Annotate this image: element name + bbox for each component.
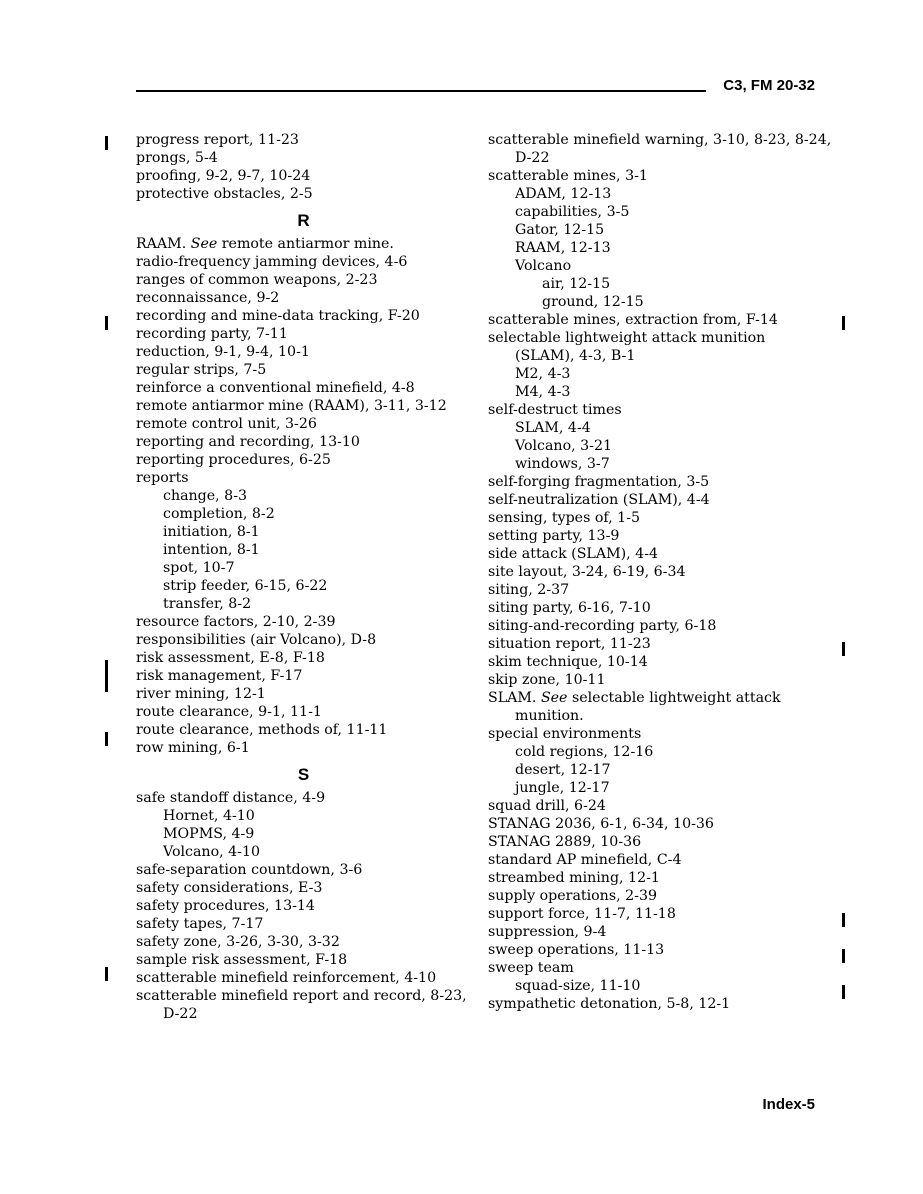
index-subentry: ADAM, 12-13 — [515, 186, 612, 202]
index-entry: self-neutralization (SLAM), 4-4 — [488, 492, 710, 508]
index-subentry: strip feeder, 6-15, 6-22 — [163, 578, 328, 594]
index-subentry: Volcano, 3-21 — [515, 438, 612, 454]
index-subentry: MOPMS, 4-9 — [163, 826, 255, 842]
index-subentry: cold regions, 12-16 — [515, 744, 654, 760]
index-entry: STANAG 2036, 6-1, 6-34, 10-36 — [488, 816, 714, 832]
index-subentry: M2, 4-3 — [515, 366, 571, 382]
change-bar — [842, 316, 845, 330]
index-subentry: transfer, 8-2 — [163, 596, 252, 612]
index-entry: risk assessment, E-8, F-18 — [136, 650, 325, 666]
index-entry: route clearance, 9-1, 11-1 — [136, 704, 322, 720]
page-number: Index-5 — [762, 1096, 815, 1113]
index-entry: recording and mine-data tracking, F-20 — [136, 308, 420, 324]
index-entry: reconnaissance, 9-2 — [136, 290, 280, 306]
index-entry: proofing, 9-2, 9-7, 10-24 — [136, 168, 311, 184]
index-section-letter: R — [297, 211, 310, 230]
index-entry: reduction, 9-1, 9-4, 10-1 — [136, 344, 310, 360]
index-subentry: windows, 3-7 — [515, 456, 610, 472]
index-subentry: SLAM, 4-4 — [515, 420, 591, 436]
change-bar — [842, 642, 845, 656]
index-entry: scatterable minefield warning, 3-10, 8-23, 8-24, — [488, 132, 832, 148]
index-entry: sweep operations, 11-13 — [488, 942, 665, 958]
index-entry: scatterable mines, extraction from, F-14 — [488, 312, 778, 328]
index-entry: safety zone, 3-26, 3-30, 3-32 — [136, 934, 340, 950]
index-subentry: munition. — [515, 708, 584, 724]
index-entry: route clearance, methods of, 11-11 — [136, 722, 388, 738]
index-subentry: intention, 8-1 — [163, 542, 260, 558]
index-entry: siting-and-recording party, 6-18 — [488, 618, 717, 634]
index-entry: skim technique, 10-14 — [488, 654, 648, 670]
index-entry: safe standoff distance, 4-9 — [136, 790, 326, 806]
index-entry: safety procedures, 13-14 — [136, 898, 315, 914]
index-entry: prongs, 5-4 — [136, 150, 218, 166]
index-entry: standard AP minefield, C-4 — [488, 852, 682, 868]
header-title: C3, FM 20-32 — [723, 77, 815, 94]
index-subentry: RAAM, 12-13 — [515, 240, 611, 256]
header-rule — [136, 90, 706, 92]
index-entry: siting party, 6-16, 7-10 — [488, 600, 651, 616]
index-entry: self-destruct times — [488, 402, 622, 418]
index-entry: resource factors, 2-10, 2-39 — [136, 614, 336, 630]
index-entry: reporting and recording, 13-10 — [136, 434, 360, 450]
index-entry: setting party, 13-9 — [488, 528, 620, 544]
index-entry: progress report, 11-23 — [136, 132, 299, 148]
index-entry: special environments — [488, 726, 642, 742]
index-entry: sweep team — [488, 960, 574, 976]
index-entry: RAAM. See remote antiarmor mine. — [136, 236, 394, 252]
index-subentry: Volcano, 4-10 — [163, 844, 260, 860]
index-entry: regular strips, 7-5 — [136, 362, 267, 378]
index-subentry: (SLAM), 4-3, B-1 — [515, 348, 636, 364]
index-entry: reinforce a conventional minefield, 4-8 — [136, 380, 415, 396]
index-entry: site layout, 3-24, 6-19, 6-34 — [488, 564, 686, 580]
index-entry: safety tapes, 7-17 — [136, 916, 264, 932]
index-subentry: spot, 10-7 — [163, 560, 235, 576]
index-entry: sensing, types of, 1-5 — [488, 510, 641, 526]
index-subentry: completion, 8-2 — [163, 506, 275, 522]
index-column-left — [136, 131, 471, 1023]
index-subentry: Volcano — [515, 258, 572, 274]
index-subentry: Gator, 12-15 — [515, 222, 605, 238]
index-entry: situation report, 11-23 — [488, 636, 651, 652]
index-subentry: change, 8-3 — [163, 488, 248, 504]
change-bar — [842, 913, 845, 927]
index-entry: side attack (SLAM), 4-4 — [488, 546, 659, 562]
index-entry: scatterable minefield reinforcement, 4-10 — [136, 970, 437, 986]
index-entry: sympathetic detonation, 5-8, 12-1 — [488, 996, 731, 1012]
index-subentry: air, 12-15 — [542, 276, 611, 292]
index-entry: scatterable minefield report and record, 8-23, — [136, 988, 467, 1004]
index-subentry: desert, 12-17 — [515, 762, 611, 778]
index-entry: scatterable mines, 3-1 — [488, 168, 648, 184]
change-bar — [105, 967, 108, 981]
index-entry: recording party, 7-11 — [136, 326, 288, 342]
index-entry: safety considerations, E-3 — [136, 880, 323, 896]
index-entry: selectable lightweight attack munition — [488, 330, 766, 346]
index-subentry: capabilities, 3-5 — [515, 204, 630, 220]
index-entry: streambed mining, 12-1 — [488, 870, 660, 886]
index-entry: support force, 11-7, 11-18 — [488, 906, 676, 922]
index-subentry: D-22 — [163, 1006, 198, 1022]
index-entry: reporting procedures, 6-25 — [136, 452, 331, 468]
index-subentry: squad-size, 11-10 — [515, 978, 641, 994]
index-entry: squad drill, 6-24 — [488, 798, 606, 814]
index-entry: row mining, 6-1 — [136, 740, 250, 756]
index-column-right — [488, 131, 833, 1013]
index-subentry: M4, 4-3 — [515, 384, 571, 400]
index-entry: self-forging fragmentation, 3-5 — [488, 474, 710, 490]
index-subentry: Hornet, 4-10 — [163, 808, 255, 824]
index-subentry: ground, 12-15 — [542, 294, 644, 310]
index-entry: siting, 2-37 — [488, 582, 570, 598]
index-entry: remote antiarmor mine (RAAM), 3-11, 3-12 — [136, 398, 447, 414]
index-entry: STANAG 2889, 10-36 — [488, 834, 642, 850]
index-entry: ranges of common weapons, 2-23 — [136, 272, 378, 288]
change-bar — [842, 949, 845, 963]
change-bar — [105, 732, 108, 746]
index-entry: radio-frequency jamming devices, 4-6 — [136, 254, 408, 270]
index-entry: skip zone, 10-11 — [488, 672, 606, 688]
index-entry: supply operations, 2-39 — [488, 888, 657, 904]
index-section-letter: S — [297, 765, 310, 784]
index-entry: responsibilities (air Volcano), D-8 — [136, 632, 377, 648]
change-bar — [105, 660, 108, 692]
index-subentry: jungle, 12-17 — [515, 780, 610, 796]
change-bar — [105, 316, 108, 330]
index-entry: safe-separation countdown, 3-6 — [136, 862, 363, 878]
index-subentry: initiation, 8-1 — [163, 524, 260, 540]
index-entry: suppression, 9-4 — [488, 924, 607, 940]
index-entry: SLAM. See selectable lightweight attack — [488, 690, 781, 706]
index-entry: remote control unit, 3-26 — [136, 416, 317, 432]
index-entry: reports — [136, 470, 189, 486]
index-entry: protective obstacles, 2-5 — [136, 186, 313, 202]
change-bar — [842, 985, 845, 999]
change-bar — [105, 136, 108, 150]
index-entry: risk management, F-17 — [136, 668, 303, 684]
index-subentry: D-22 — [515, 150, 550, 166]
index-entry: river mining, 12-1 — [136, 686, 266, 702]
index-entry: sample risk assessment, F-18 — [136, 952, 348, 968]
